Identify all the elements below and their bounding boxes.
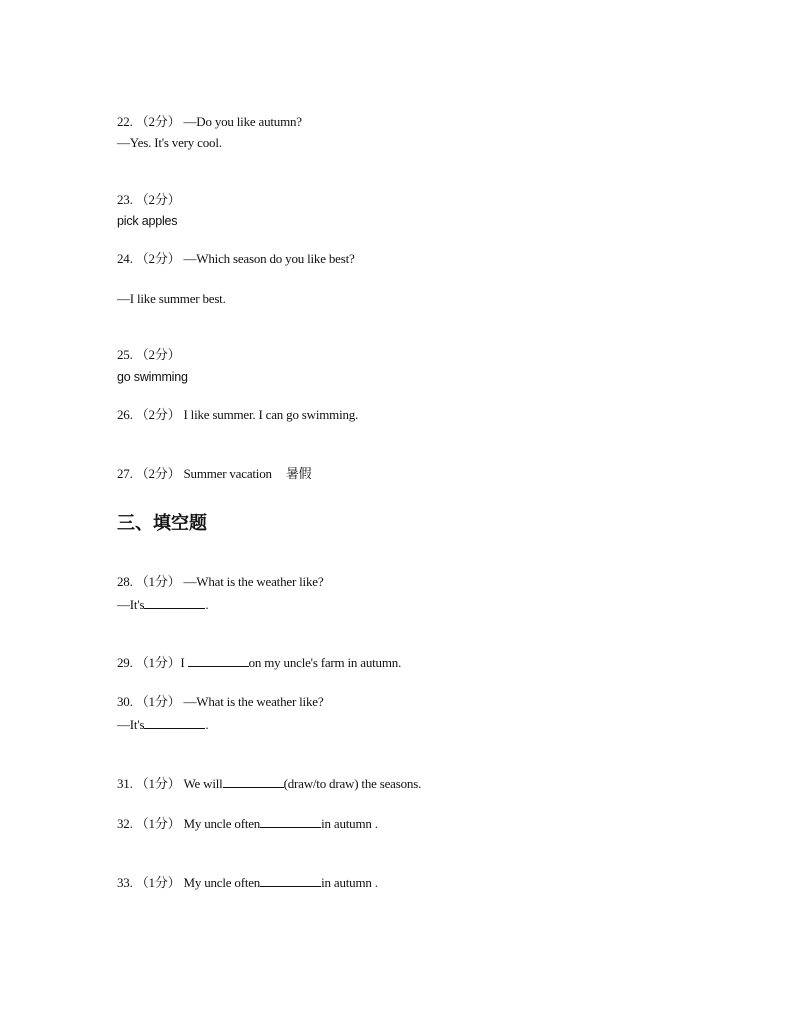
question-number: 33.: [117, 875, 133, 890]
question-25-phrase: [117, 369, 188, 385]
question-number: 27.: [117, 466, 133, 481]
question-text-before: My uncle often: [183, 875, 261, 890]
question-number: 26.: [117, 407, 133, 422]
question-23: [117, 192, 180, 208]
question-points: （1分）: [135, 694, 181, 709]
answer-prefix: —It's: [117, 597, 145, 612]
question-28: [117, 574, 323, 590]
question-text-after: (draw/to draw) the seasons.: [283, 776, 422, 791]
question-27: [117, 466, 311, 483]
question-text-after: on my uncle's farm in autumn.: [248, 655, 402, 670]
question-number: 23.: [117, 192, 133, 207]
question-number: 28.: [117, 574, 133, 589]
question-number: 30.: [117, 694, 133, 709]
question-points: （2分）: [135, 466, 181, 481]
answer-suffix: .: [205, 717, 209, 732]
answer-blank: [188, 654, 249, 667]
question-28-answer: [117, 596, 208, 613]
question-number: 24.: [117, 251, 133, 266]
question-points: （2分）: [135, 114, 181, 129]
answer-text: —I like summer best.: [117, 291, 226, 306]
question-number: 31.: [117, 776, 133, 791]
answer-suffix: .: [205, 597, 209, 612]
question-33: [117, 874, 378, 891]
question-32: [117, 815, 378, 832]
question-text-after: in autumn .: [321, 875, 378, 890]
section-title: 三、填空题: [117, 513, 207, 534]
phrase-text: go swimming: [117, 370, 188, 384]
phrase-text: pick apples: [117, 214, 178, 228]
question-points: （2分）: [135, 347, 181, 362]
question-text: —What is the weather like?: [183, 574, 324, 589]
chinese-translation: 暑假: [285, 467, 312, 482]
question-points: （1分）: [135, 875, 181, 890]
question-text: I like summer. I can go swimming.: [183, 407, 359, 422]
question-points: （2分）: [135, 407, 181, 422]
question-23-phrase: [117, 213, 177, 229]
question-text-before: We will: [183, 776, 223, 791]
question-number: 25.: [117, 347, 133, 362]
question-text: Summer vacation: [183, 466, 272, 481]
question-points: （1分）: [135, 816, 181, 831]
question-text-before: My uncle often: [183, 816, 261, 831]
question-24-answer: [117, 291, 226, 307]
question-points: （2分）: [135, 251, 181, 266]
answer-blank: [223, 775, 284, 788]
question-text: —What is the weather like?: [183, 694, 324, 709]
question-points: （1分）: [135, 574, 181, 589]
answer-prefix: —It's: [117, 717, 145, 732]
answer-blank: [260, 815, 321, 828]
question-30-answer: [117, 716, 208, 733]
question-30: [117, 694, 323, 710]
question-text-before: I: [180, 655, 188, 670]
question-22-answer: [117, 135, 222, 151]
question-points: （1分）: [135, 655, 181, 670]
question-points: （2分）: [135, 192, 181, 207]
question-number: 29.: [117, 655, 133, 670]
question-number: 32.: [117, 816, 133, 831]
answer-text: —Yes. It's very cool.: [117, 135, 222, 150]
answer-blank: [144, 716, 205, 729]
question-26: [117, 407, 358, 423]
question-points: （1分）: [135, 776, 181, 791]
question-24: [117, 251, 355, 267]
question-text: —Do you like autumn?: [183, 114, 302, 129]
question-25: [117, 347, 180, 363]
answer-blank: [260, 874, 321, 887]
question-29: [117, 654, 401, 671]
question-number: 22.: [117, 114, 133, 129]
question-text: —Which season do you like best?: [183, 251, 355, 266]
question-22: [117, 114, 302, 130]
question-text-after: in autumn .: [321, 816, 378, 831]
question-31: [117, 775, 421, 792]
answer-blank: [144, 596, 205, 609]
